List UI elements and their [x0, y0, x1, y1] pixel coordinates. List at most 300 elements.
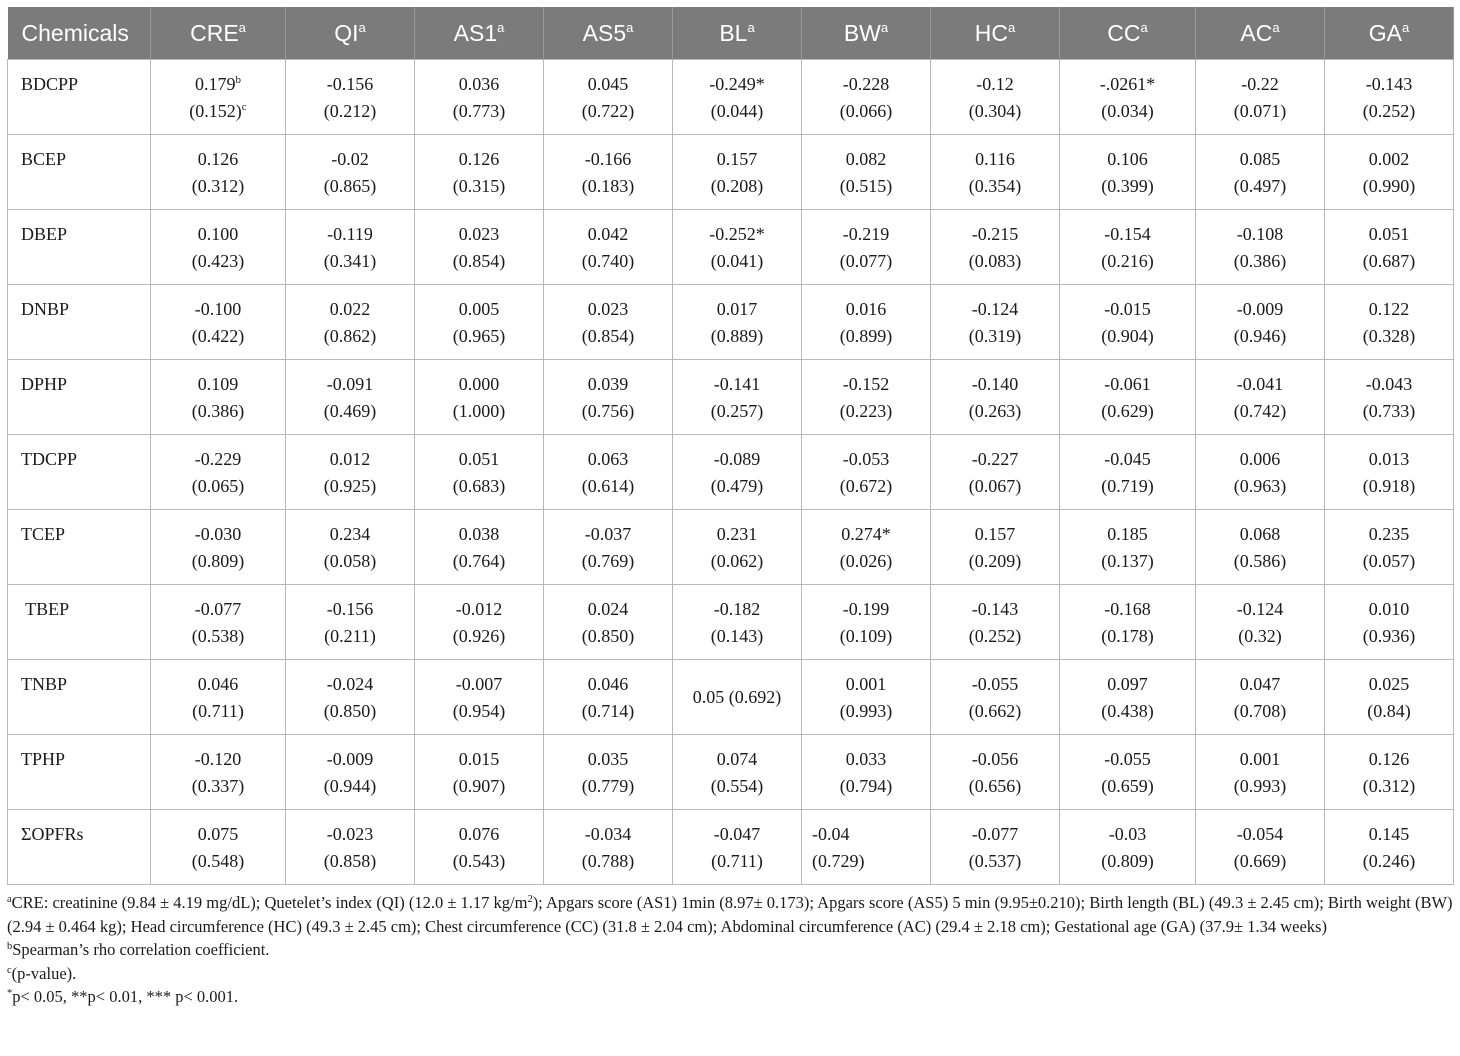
table-cell — [802, 210, 931, 285]
cell-content — [1325, 60, 1453, 125]
p-line — [931, 548, 1059, 575]
p-value: (0.84) — [1367, 701, 1411, 721]
p-value: (0.538) — [191, 626, 245, 646]
p-line — [931, 323, 1059, 350]
rho-line — [286, 596, 414, 623]
cell-content — [802, 210, 930, 275]
table-cell — [286, 285, 415, 360]
rho-line — [931, 596, 1059, 623]
p-line — [415, 323, 543, 350]
p-value: (0.993) — [839, 701, 893, 721]
p-line — [544, 623, 672, 650]
p-line — [151, 98, 285, 125]
cell-content — [1325, 135, 1453, 200]
p-value: (0.399) — [1101, 176, 1154, 196]
rho-line — [931, 296, 1059, 323]
rho-value: -0.215 — [971, 224, 1019, 244]
p-value: (0.946) — [1233, 326, 1287, 346]
table-row — [8, 810, 1454, 885]
rho-line — [415, 746, 543, 773]
table-cell — [1196, 585, 1325, 660]
rho-value: -0.140 — [971, 374, 1019, 394]
p-value: (0.854) — [452, 251, 506, 271]
rho-value: 0.046 — [197, 674, 239, 694]
table-cell — [544, 585, 673, 660]
chemical-label: TDCPP — [21, 449, 78, 469]
cell-content — [415, 810, 543, 875]
p-line — [802, 473, 930, 500]
table-cell — [544, 435, 673, 510]
p-line — [151, 848, 285, 875]
p-value: (0.858) — [323, 851, 377, 871]
table-cell — [151, 585, 286, 660]
cell-content — [415, 735, 543, 800]
rho-line — [1196, 596, 1324, 623]
p-line — [1196, 548, 1324, 575]
rho-value: -0.100 — [194, 299, 242, 319]
footnote-text: CRE: creatinine (9.84 ± 4.19 mg/dL); Quetelet’s index (QI) (12.0 ± 1.17 kg/m — [11, 893, 528, 912]
rho-line — [286, 671, 414, 698]
cell-content — [544, 60, 672, 125]
table-cell — [802, 135, 931, 210]
p-value: (0.586) — [1233, 551, 1287, 571]
p-value: (0.058) — [323, 551, 377, 571]
p-value: (0.515) — [839, 176, 893, 196]
rho-line — [415, 146, 543, 173]
p-value: (0.422) — [191, 326, 245, 346]
rho-line — [415, 821, 543, 848]
cell-content — [544, 210, 672, 275]
rho-line — [1325, 671, 1453, 698]
rho-value: -0.030 — [194, 524, 242, 544]
cell-value: 0.05 (0.692) — [692, 687, 782, 707]
table-cell — [931, 585, 1060, 660]
table-cell — [1325, 735, 1454, 810]
p-line — [1325, 548, 1453, 575]
table-cell — [802, 660, 931, 735]
rho-value: -0.141 — [713, 374, 761, 394]
rho-line — [673, 71, 801, 98]
cell-content — [415, 660, 543, 725]
p-value: (0.554) — [710, 776, 764, 796]
cell-content — [802, 660, 930, 725]
rho-value: -0.108 — [1236, 224, 1284, 244]
p-value: (0.083) — [968, 251, 1022, 271]
cell-content — [415, 585, 543, 650]
rho-line — [673, 596, 801, 623]
p-line — [1325, 323, 1453, 350]
chemical-label: BCEP — [21, 149, 67, 169]
cell-content — [286, 660, 414, 725]
p-line — [931, 98, 1059, 125]
rho-value: 0.051 — [458, 449, 500, 469]
rho-value: 0.126 — [197, 149, 239, 169]
table-cell — [802, 735, 931, 810]
table-cell — [415, 135, 544, 210]
cell-content — [151, 135, 285, 200]
cell-content — [1060, 360, 1195, 425]
cell-content — [415, 210, 543, 275]
cell-content — [931, 135, 1059, 200]
p-line — [802, 773, 930, 800]
rho-value: -0.04 — [812, 824, 850, 844]
cell-content — [802, 285, 930, 350]
p-line — [1325, 698, 1453, 725]
rho-line — [151, 221, 285, 248]
p-value: (0.779) — [581, 776, 635, 796]
rho-line — [415, 371, 543, 398]
p-value: (0.216) — [1101, 251, 1154, 271]
cell-content — [1196, 660, 1324, 725]
p-value: (0.708) — [1233, 701, 1287, 721]
rho-line — [544, 521, 672, 548]
rho-line — [673, 821, 801, 848]
rho-value: -0.024 — [326, 674, 374, 694]
rho-value: 0.145 — [1368, 824, 1410, 844]
header-footnote-mark: a — [626, 19, 634, 35]
cell-content — [673, 360, 801, 425]
table-cell — [544, 285, 673, 360]
cell-content — [286, 135, 414, 200]
rho-value: 0.076 — [458, 824, 500, 844]
p-line — [1325, 173, 1453, 200]
table-container — [7, 7, 1453, 1009]
rho-value: -0.124 — [971, 299, 1019, 319]
table-cell — [1325, 285, 1454, 360]
p-line — [544, 173, 672, 200]
chemical-name — [8, 810, 151, 885]
table-row — [8, 435, 1454, 510]
p-line — [1196, 98, 1324, 125]
table-cell — [415, 810, 544, 885]
chemical-label: DBEP — [21, 224, 68, 244]
rho-value: 0.106 — [1107, 149, 1148, 169]
table-cell — [1196, 360, 1325, 435]
p-value: (0.312) — [1362, 776, 1416, 796]
rho-value: -0.023 — [326, 824, 374, 844]
column-header-2: $QI^a$ — [286, 7, 415, 60]
cell-content — [931, 660, 1059, 725]
rho-value: 0.235 — [1368, 524, 1410, 544]
rho-line — [415, 596, 543, 623]
rho-value: -0.009 — [1236, 299, 1284, 319]
p-value: (0.041) — [710, 251, 764, 271]
column-header-7: $HC^a$ — [931, 7, 1060, 60]
p-value: (0.252) — [1362, 101, 1416, 121]
table-cell — [286, 510, 415, 585]
table-cell — [1060, 810, 1196, 885]
p-value: (0.386) — [1233, 251, 1287, 271]
footnote — [7, 985, 1453, 1009]
cell-content — [286, 210, 414, 275]
p-line — [673, 623, 801, 650]
rho-line — [931, 521, 1059, 548]
cell-content — [931, 510, 1059, 575]
p-line — [286, 848, 414, 875]
rho-value: 0.109 — [197, 374, 239, 394]
p-value: (0.764) — [452, 551, 506, 571]
cell-content — [673, 285, 801, 350]
p-value: (0.963) — [1233, 476, 1287, 496]
rho-value: -0.152 — [842, 374, 890, 394]
table-cell — [1060, 660, 1196, 735]
p-line — [286, 173, 414, 200]
cell-content — [802, 435, 930, 500]
rho-line — [544, 371, 672, 398]
p-value: (0.319) — [968, 326, 1022, 346]
rho-line — [1325, 446, 1453, 473]
column-header-5: $BL^a$ — [673, 7, 802, 60]
rho-line — [1196, 671, 1324, 698]
rho-line — [1325, 746, 1453, 773]
p-line — [1196, 623, 1324, 650]
rho-value: 0.012 — [329, 449, 371, 469]
rho-value: -0.228 — [842, 74, 890, 94]
rho-line — [1060, 821, 1195, 848]
cell-content — [544, 435, 672, 500]
rho-value: 0.038 — [458, 524, 500, 544]
p-line — [415, 398, 543, 425]
cell-content — [802, 735, 930, 800]
p-value: (0.066) — [839, 101, 893, 121]
p-value: (0.32) — [1238, 626, 1282, 646]
p-value: (0.062) — [710, 551, 764, 571]
cell-content — [1196, 285, 1324, 350]
rho-line — [802, 746, 930, 773]
p-line — [286, 323, 414, 350]
rho-value: -0.143 — [1365, 74, 1413, 94]
chemical-label: TPHP — [21, 749, 66, 769]
p-value: (0.386) — [191, 401, 245, 421]
p-value: (0.044) — [710, 101, 764, 121]
p-value: (0.109) — [839, 626, 893, 646]
rho-value: 0.051 — [1368, 224, 1410, 244]
p-line — [1325, 248, 1453, 275]
table-cell — [1325, 210, 1454, 285]
cell-content — [931, 60, 1059, 125]
rho-value: -0.043 — [1365, 374, 1413, 394]
rho-line — [1325, 71, 1453, 98]
rho-value: -0.156 — [326, 74, 374, 94]
p-value: (0.899) — [839, 326, 893, 346]
p-value: (0.497) — [1233, 176, 1287, 196]
rho-line — [544, 221, 672, 248]
table-cell — [415, 210, 544, 285]
rho-value: -0.055 — [971, 674, 1019, 694]
table-cell — [151, 60, 286, 135]
column-header-9: $AC^a$ — [1196, 7, 1325, 60]
p-value: (0.719) — [1101, 476, 1154, 496]
p-line — [802, 248, 930, 275]
cell-content — [286, 735, 414, 800]
p-value: (0.548) — [191, 851, 245, 871]
rho-value: 0.046 — [587, 674, 629, 694]
p-value: (0.354) — [968, 176, 1022, 196]
rho-value: 0.068 — [1239, 524, 1281, 544]
rho-value: -0.249* — [709, 74, 765, 94]
table-cell — [1325, 810, 1454, 885]
rho-line — [544, 446, 672, 473]
cell-content — [673, 60, 801, 125]
rho-value: 0.033 — [845, 749, 887, 769]
header-footnote-mark: a — [1402, 19, 1410, 35]
rho-value: -0.054 — [1236, 824, 1284, 844]
p-value: (0.071) — [1233, 101, 1287, 121]
chemical-label: BDCPP — [21, 74, 79, 94]
cell-content — [802, 60, 930, 125]
table-cell — [1196, 735, 1325, 810]
table-cell — [673, 810, 802, 885]
p-line — [1060, 773, 1195, 800]
cell-content — [415, 435, 543, 500]
cell-content — [151, 660, 285, 725]
cell-content — [1325, 210, 1453, 275]
table-cell — [673, 285, 802, 360]
cell-content — [151, 735, 285, 800]
p-value: (0.026) — [839, 551, 893, 571]
table-cell — [673, 135, 802, 210]
p-line — [415, 173, 543, 200]
cell-content — [286, 510, 414, 575]
p-value: (0.137) — [1101, 551, 1154, 571]
cell-content — [802, 810, 930, 875]
table-row — [8, 360, 1454, 435]
cell-content — [286, 810, 414, 875]
table-cell — [286, 210, 415, 285]
rho-value: -0.077 — [971, 824, 1019, 844]
rho-line — [802, 446, 930, 473]
p-line — [1060, 323, 1195, 350]
footnote — [7, 891, 1453, 938]
cell-content — [931, 435, 1059, 500]
rho-line — [1325, 221, 1453, 248]
table-cell — [151, 510, 286, 585]
table-cell — [1196, 660, 1325, 735]
p-line — [673, 398, 801, 425]
cell-content — [1060, 810, 1195, 875]
column-header-4: AS5$^a$ — [544, 7, 673, 60]
p-value: (0.769) — [581, 551, 635, 571]
footnote-mark: c — [7, 964, 12, 976]
p-line — [151, 173, 285, 200]
rho-line — [931, 446, 1059, 473]
rho-line — [931, 671, 1059, 698]
table-cell — [286, 435, 415, 510]
p-value: (0.993) — [1233, 776, 1287, 796]
p-value: (0.740) — [581, 251, 635, 271]
rho-value: 0.010 — [1368, 599, 1410, 619]
table-cell — [415, 660, 544, 735]
p-line — [151, 623, 285, 650]
rho-line — [1060, 596, 1195, 623]
rho-value: 0.045 — [587, 74, 629, 94]
cell-content — [544, 660, 672, 725]
rho-line — [1060, 146, 1195, 173]
column-header-6: $BW^a$ — [802, 7, 931, 60]
rho-line — [802, 71, 930, 98]
rho-line — [1060, 221, 1195, 248]
p-value: (0.865) — [323, 176, 377, 196]
cell-content — [544, 360, 672, 425]
table-cell — [673, 435, 802, 510]
cell-content — [286, 585, 414, 650]
rho-line — [151, 71, 285, 98]
chemical-name — [8, 435, 151, 510]
p-value: (0.211) — [324, 626, 376, 646]
p-value: (0.263) — [968, 401, 1022, 421]
cell-content — [151, 60, 285, 125]
p-line — [151, 698, 285, 725]
table-cell — [544, 135, 673, 210]
p-value: (0.034) — [1101, 101, 1154, 121]
table-cell — [286, 585, 415, 660]
table-cell — [544, 660, 673, 735]
rho-line — [931, 371, 1059, 398]
p-value: (0.152) — [189, 101, 242, 121]
rho-value: -0.053 — [842, 449, 890, 469]
correlation-table — [7, 7, 1454, 885]
p-line — [802, 623, 930, 650]
p-value: (0.722) — [581, 101, 635, 121]
rho-line — [1325, 821, 1453, 848]
rho-line — [286, 821, 414, 848]
rho-value: -0.03 — [1108, 824, 1147, 844]
rho-line — [1060, 521, 1195, 548]
rho-line — [802, 596, 930, 623]
rho-line — [673, 221, 801, 248]
rho-line — [673, 296, 801, 323]
rho-value: 0.074 — [716, 749, 758, 769]
cell-content — [1060, 135, 1195, 200]
rho-line — [1325, 596, 1453, 623]
p-line — [286, 698, 414, 725]
table-cell — [1196, 210, 1325, 285]
rho-line — [151, 671, 285, 698]
p-line — [931, 473, 1059, 500]
p-value: (0.854) — [581, 326, 635, 346]
p-value: (0.669) — [1233, 851, 1287, 871]
table-cell — [151, 360, 286, 435]
p-value: (0.990) — [1362, 176, 1416, 196]
table-cell — [1060, 60, 1196, 135]
footnote — [7, 962, 1453, 986]
cell-content — [1060, 660, 1195, 725]
rho-value: 0.063 — [587, 449, 629, 469]
cell-content — [1325, 810, 1453, 875]
cell-content — [1325, 660, 1453, 725]
p-line — [1196, 848, 1324, 875]
chemical-name — [8, 660, 151, 735]
cell-content — [1325, 585, 1453, 650]
rho-value: 0.005 — [458, 299, 500, 319]
rho-line — [812, 821, 930, 848]
rho-value: 0.006 — [1239, 449, 1281, 469]
table-cell — [544, 210, 673, 285]
p-line — [544, 398, 672, 425]
rho-value: -0.009 — [326, 749, 374, 769]
table-cell — [415, 360, 544, 435]
p-line — [802, 398, 930, 425]
table-body — [8, 60, 1454, 885]
cell-content — [151, 360, 285, 425]
rho-line — [673, 521, 801, 548]
table-cell — [286, 135, 415, 210]
table-cell — [931, 285, 1060, 360]
p-value: (0.659) — [1101, 776, 1154, 796]
column-header-8: $CC^a$ — [1060, 7, 1196, 60]
table-cell — [544, 810, 673, 885]
rho-value: 0.015 — [458, 749, 500, 769]
